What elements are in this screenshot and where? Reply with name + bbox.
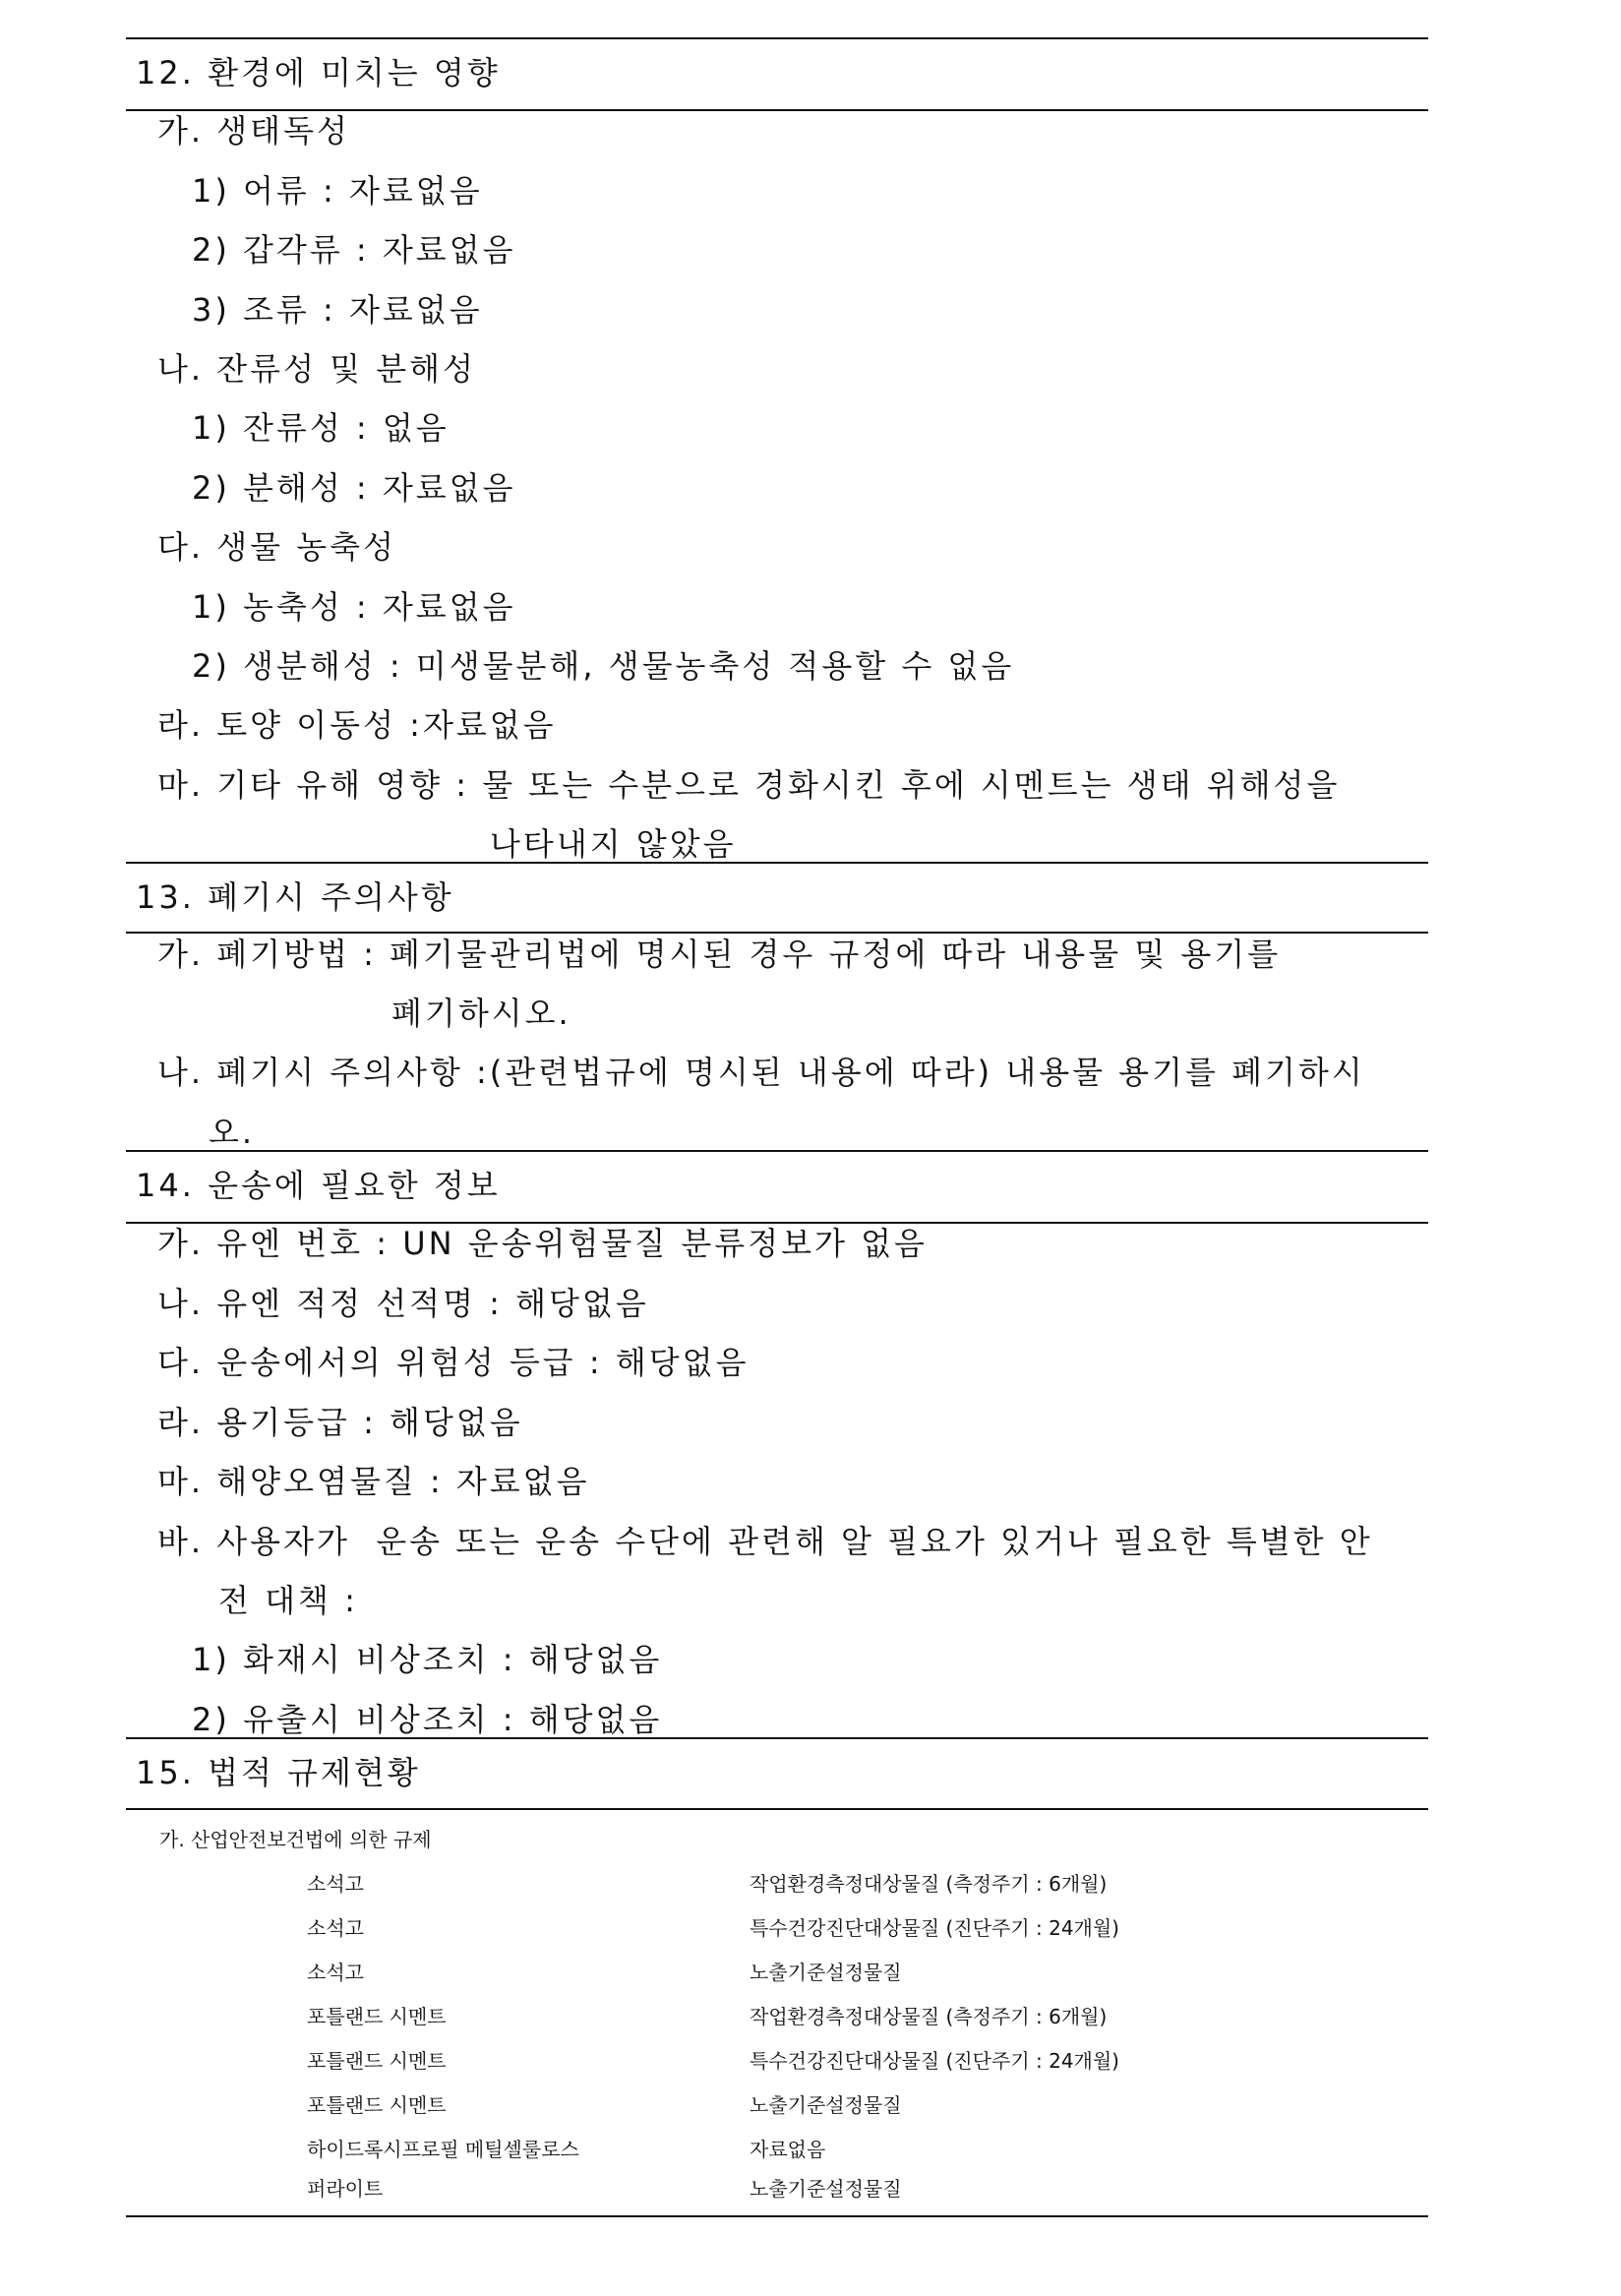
hazard-class: 다. 운송에서의 위험성 등급 : 해당없음 bbox=[157, 1344, 750, 1381]
section-14-title: 14. 운송에 필요한 정보 bbox=[136, 1167, 501, 1204]
table-cell-regulation: 노출기준설정물질 bbox=[750, 2177, 902, 2201]
divider bbox=[126, 932, 1428, 934]
fire-emergency: 1) 화재시 비상조치 : 해당없음 bbox=[192, 1641, 663, 1678]
spill-emergency: 2) 유출시 비상조치 : 해당없음 bbox=[192, 1701, 663, 1738]
disposal-method: 가. 폐기방법 : 폐기물관리법에 명시된 경우 규정에 따라 내용물 및 용기를 bbox=[157, 936, 1282, 973]
ecotoxicity-heading: 가. 생태독성 bbox=[157, 112, 350, 150]
fish-toxicity: 1) 어류 : 자료없음 bbox=[192, 172, 483, 210]
divider bbox=[126, 1808, 1428, 1810]
crustacean-toxicity: 2) 갑각류 : 자료없음 bbox=[192, 231, 516, 269]
table-cell-substance: 포틀랜드 시멘트 bbox=[307, 2005, 447, 2028]
soil-mobility: 라. 토양 이동성 :자료없음 bbox=[157, 706, 557, 744]
table-cell-regulation: 특수건강진단대상물질 (진단주기 : 24개월) bbox=[750, 1916, 1119, 1940]
divider bbox=[126, 2215, 1428, 2217]
bioaccumulation: 1) 농축성 : 자료없음 bbox=[192, 588, 516, 626]
marine-pollutant: 마. 해양오염물질 : 자료없음 bbox=[157, 1463, 590, 1500]
table-cell-regulation: 특수건강진단대상물질 (진단주기 : 24개월) bbox=[750, 2049, 1119, 2073]
bioaccumulation-heading: 다. 생물 농축성 bbox=[157, 528, 396, 566]
section-13-title: 13. 폐기시 주의사항 bbox=[136, 878, 454, 916]
other-effects-continued: 나타내지 않았음 bbox=[490, 825, 737, 863]
disposal-precautions-continued: 오. bbox=[209, 1114, 256, 1151]
special-precautions: 바. 사용자가 운송 또는 운송 수단에 관련해 알 필요가 있거나 필요한 특별한 안 bbox=[157, 1523, 1373, 1560]
persistence-heading: 나. 잔류성 및 분해성 bbox=[157, 350, 476, 388]
table-cell-regulation: 자료없음 bbox=[750, 2138, 826, 2161]
table-cell-substance: 퍼라이트 bbox=[307, 2177, 384, 2201]
table-cell-substance: 소석고 bbox=[307, 1916, 364, 1940]
disposal-precautions: 나. 폐기시 주의사항 :(관련법규에 명시된 내용에 따라) 내용물 용기를 폐기하시 bbox=[157, 1054, 1365, 1091]
table-cell-substance: 소석고 bbox=[307, 1961, 364, 1984]
table-cell-substance: 소석고 bbox=[307, 1872, 364, 1896]
section-12-title: 12. 환경에 미치는 영향 bbox=[136, 54, 501, 91]
persistence: 1) 잔류성 : 없음 bbox=[192, 409, 450, 447]
table-cell-regulation: 노출기준설정물질 bbox=[750, 2093, 902, 2117]
divider bbox=[126, 1150, 1428, 1152]
other-effects: 마. 기타 유해 영향 : 물 또는 수분으로 경화시킨 후에 시멘트는 생태 위해성을 bbox=[157, 766, 1341, 804]
regulation-subheading: 가. 산업안전보건법에 의한 규제 bbox=[159, 1828, 432, 1851]
shipping-name: 나. 유엔 적정 선적명 : 해당없음 bbox=[157, 1285, 649, 1322]
table-cell-substance: 하이드록시프로필 메틸셀룰로스 bbox=[307, 2138, 579, 2161]
un-number: 가. 유엔 번호 : UN 운송위험물질 분류정보가 없음 bbox=[157, 1225, 928, 1262]
disposal-method-continued: 폐기하시오. bbox=[391, 995, 571, 1032]
table-cell-regulation: 노출기준설정물질 bbox=[750, 1961, 902, 1984]
biodegradation: 2) 생분해성 : 미생물분해, 생물농축성 적용할 수 없음 bbox=[192, 647, 1015, 685]
table-cell-regulation: 작업환경측정대상물질 (측정주기 : 6개월) bbox=[750, 1872, 1108, 1896]
section-15-title: 15. 법적 규제현황 bbox=[136, 1754, 421, 1791]
degradability: 2) 분해성 : 자료없음 bbox=[192, 469, 516, 507]
special-precautions-continued: 전 대책 : bbox=[218, 1582, 358, 1619]
divider bbox=[126, 1737, 1428, 1739]
algae-toxicity: 3) 조류 : 자료없음 bbox=[192, 291, 483, 329]
table-cell-substance: 포틀랜드 시멘트 bbox=[307, 2093, 447, 2117]
table-cell-substance: 포틀랜드 시멘트 bbox=[307, 2049, 447, 2073]
table-cell-regulation: 작업환경측정대상물질 (측정주기 : 6개월) bbox=[750, 2005, 1108, 2028]
divider bbox=[126, 862, 1428, 864]
divider bbox=[126, 37, 1428, 39]
packing-group: 라. 용기등급 : 해당없음 bbox=[157, 1404, 523, 1441]
